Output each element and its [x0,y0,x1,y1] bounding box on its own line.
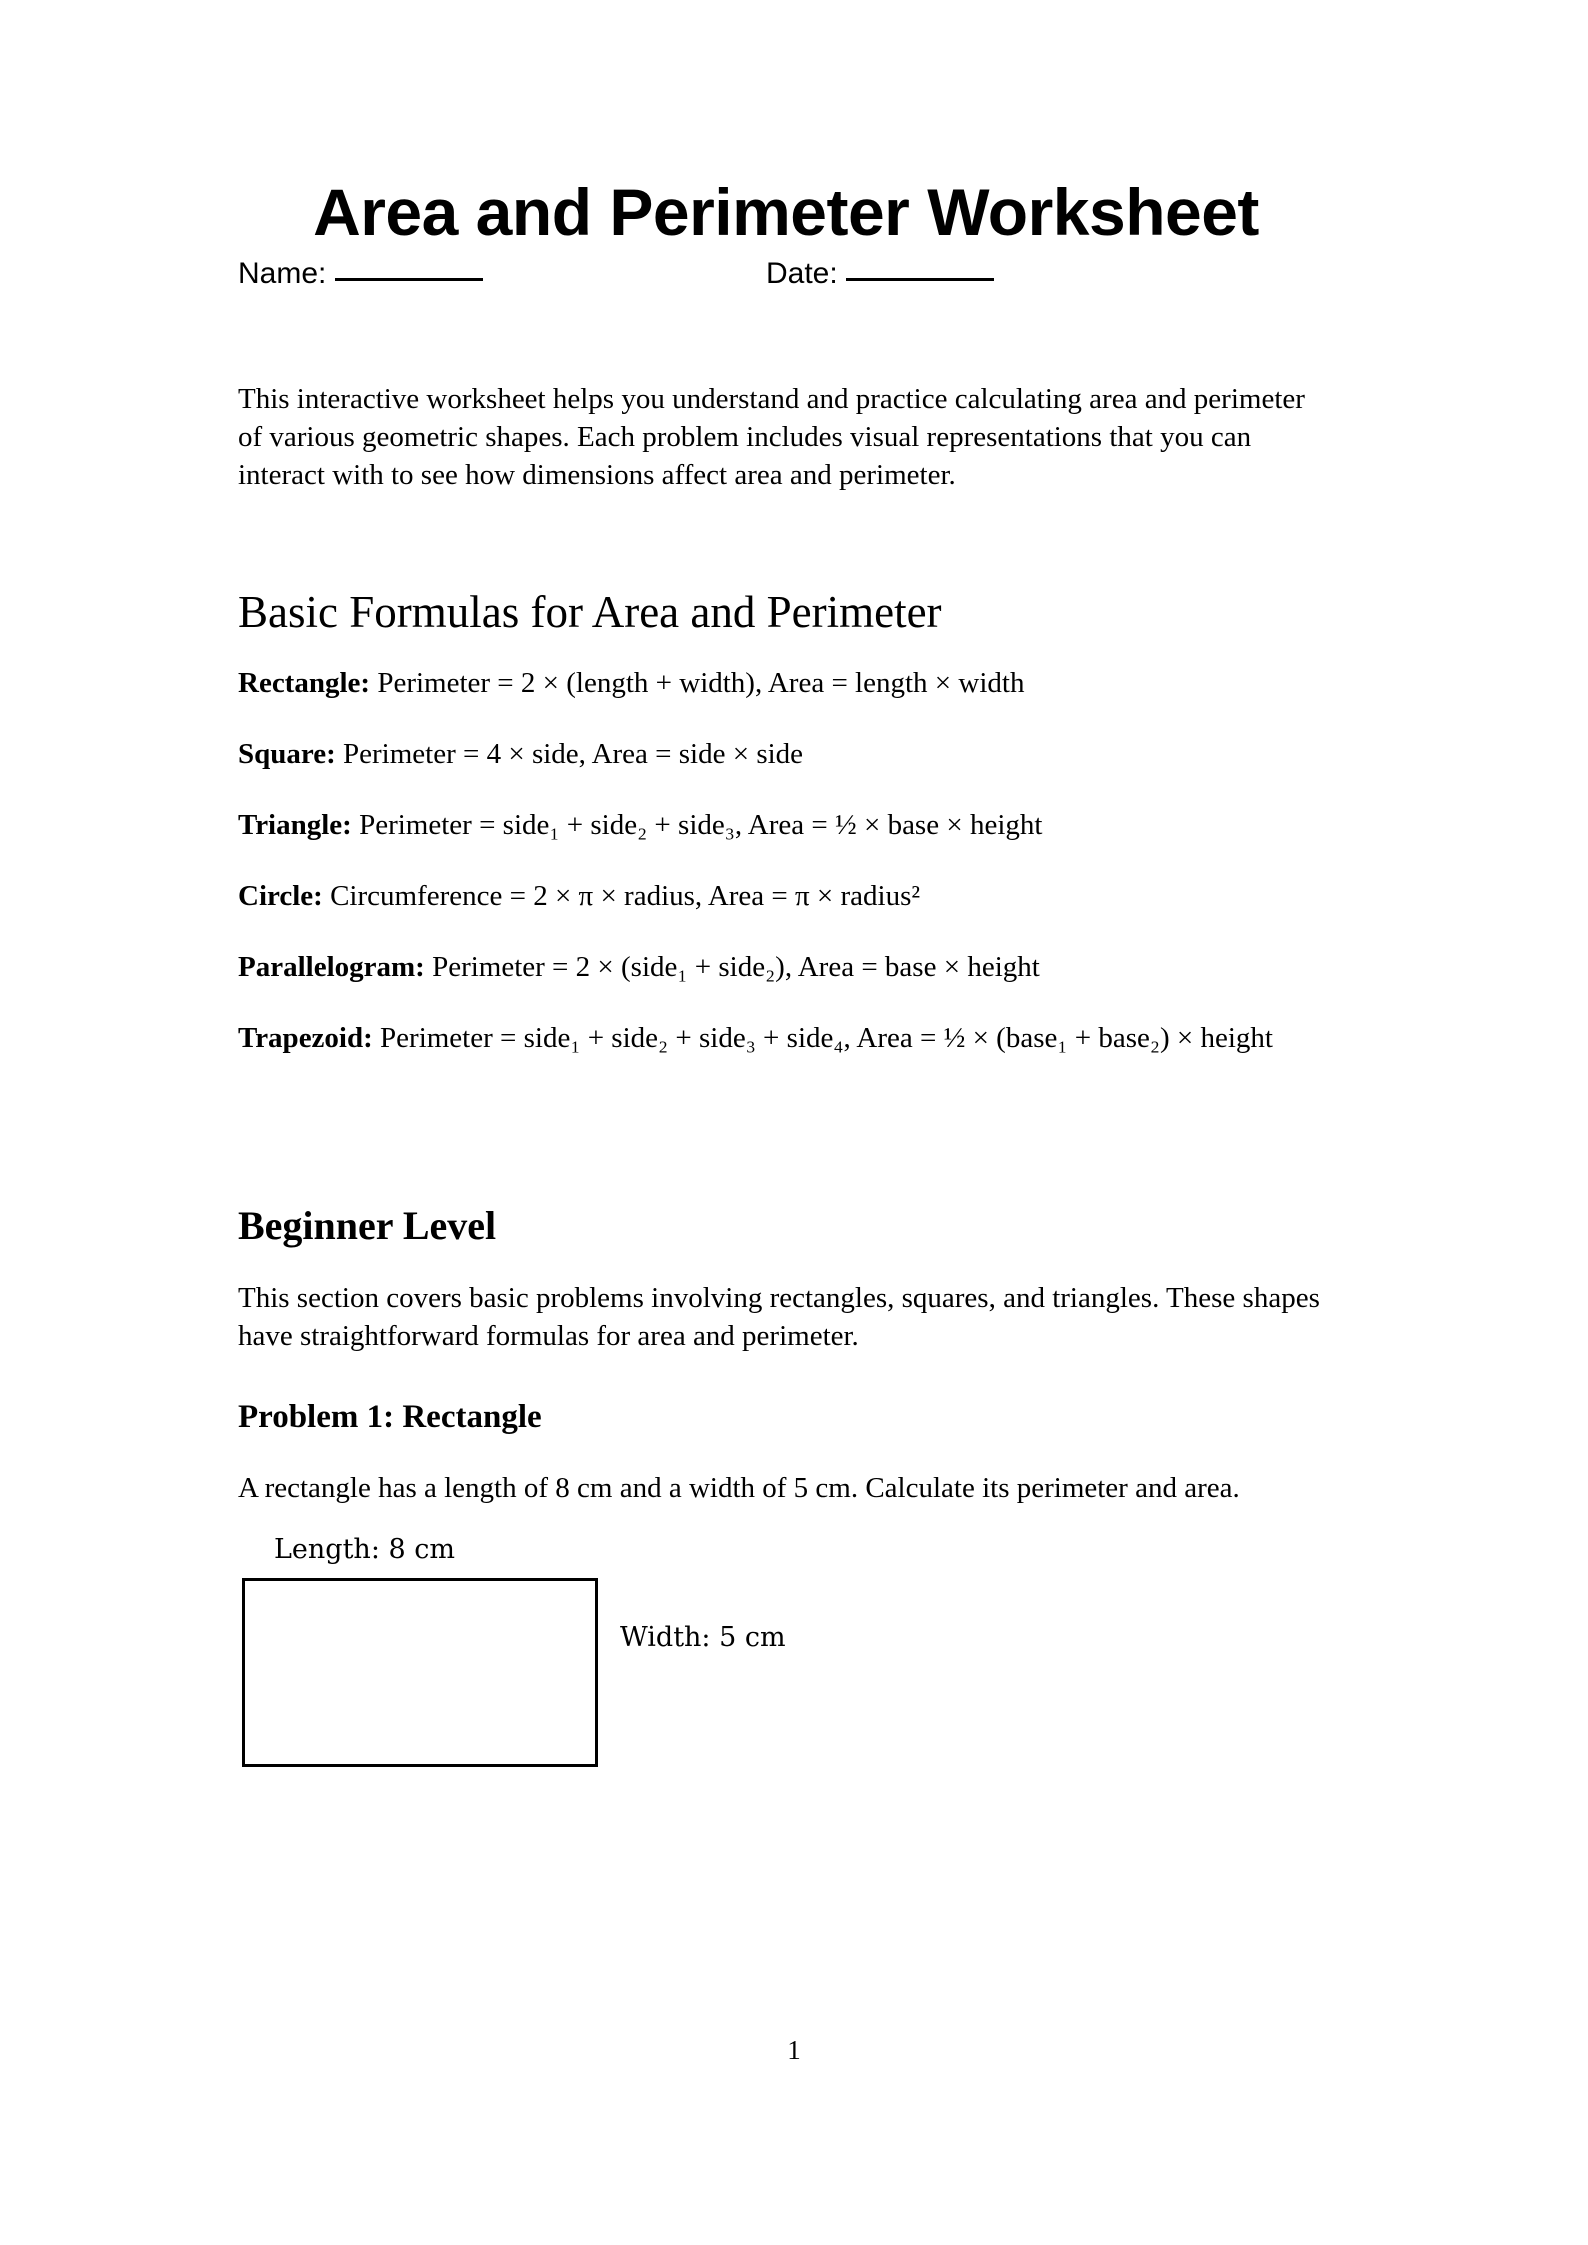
page-title: Area and Perimeter Worksheet [313,175,1259,249]
name-date-row [238,257,1334,307]
formula-shape-label: Rectangle: [238,667,371,700]
formula-item-parallelogram [238,949,1334,987]
formula-shape-label: Trapezoid: [238,1022,373,1055]
formula-body: Circumference = 2 × π × radius, Area = π × radius² [322,880,921,913]
date-label: Date: [766,257,838,291]
page-number: 1 [787,2035,801,2065]
formula-body: Perimeter = side₁ + side₂ + side₃, Area = ½ × base × height [351,809,1043,842]
name-blank-line[interactable] [335,278,483,281]
intro-paragraph: This interactive worksheet helps you understand and practice calculating area and perimeter of various geometric shapes. Each problem includes visual representations that you can interact with to see how dimensions affect area and perimeter. [238,383,1305,492]
formula-shape-label: Triangle: [238,809,352,842]
formula-body: Perimeter = 2 × (side₁ + side₂), Area = base × height [424,951,1040,984]
formula-item-trapezoid [238,1020,1334,1058]
name-field[interactable] [238,257,483,291]
beginner-level-heading: Beginner Level [238,1203,497,1249]
rectangle-length-label: Length: 8 cm [274,1533,455,1565]
formula-shape-label: Parallelogram: [238,951,425,984]
formula-item-square [238,736,1334,774]
problem-1-description: A rectangle has a length of 8 cm and a width of 5 cm. Calculate its perimeter and area. [238,1471,1240,1504]
problem-1-heading: Problem 1: Rectangle [238,1399,542,1436]
content-column [238,0,1334,1792]
formula-item-rectangle [238,665,1334,703]
formula-item-circle [238,878,1334,916]
rectangle-shape[interactable] [242,1578,598,1767]
formulas-heading: Basic Formulas for Area and Perimeter [238,587,942,638]
formula-shape-label: Circle: [238,880,323,913]
rectangle-width-label: Width: 5 cm [620,1621,786,1653]
formula-body: Perimeter = side₁ + side₂ + side₃ + side₄, Area = ½ × (base₁ + base₂) × height [372,1022,1273,1055]
formula-item-triangle [238,807,1334,845]
date-blank-line[interactable] [846,278,994,281]
formula-body: Perimeter = 4 × side, Area = side × side [335,738,804,771]
date-field[interactable] [766,257,994,291]
name-label: Name: [238,257,327,291]
formula-list [238,639,1334,1058]
beginner-level-description: This section covers basic problems involving rectangles, squares, and triangles. These shapes have straightforward formulas for area and perimeter. [238,1282,1320,1353]
formula-body: Perimeter = 2 × (length + width), Area = length × width [370,667,1025,700]
formula-shape-label: Square: [238,738,336,771]
rectangle-figure[interactable] [238,1534,1334,1792]
